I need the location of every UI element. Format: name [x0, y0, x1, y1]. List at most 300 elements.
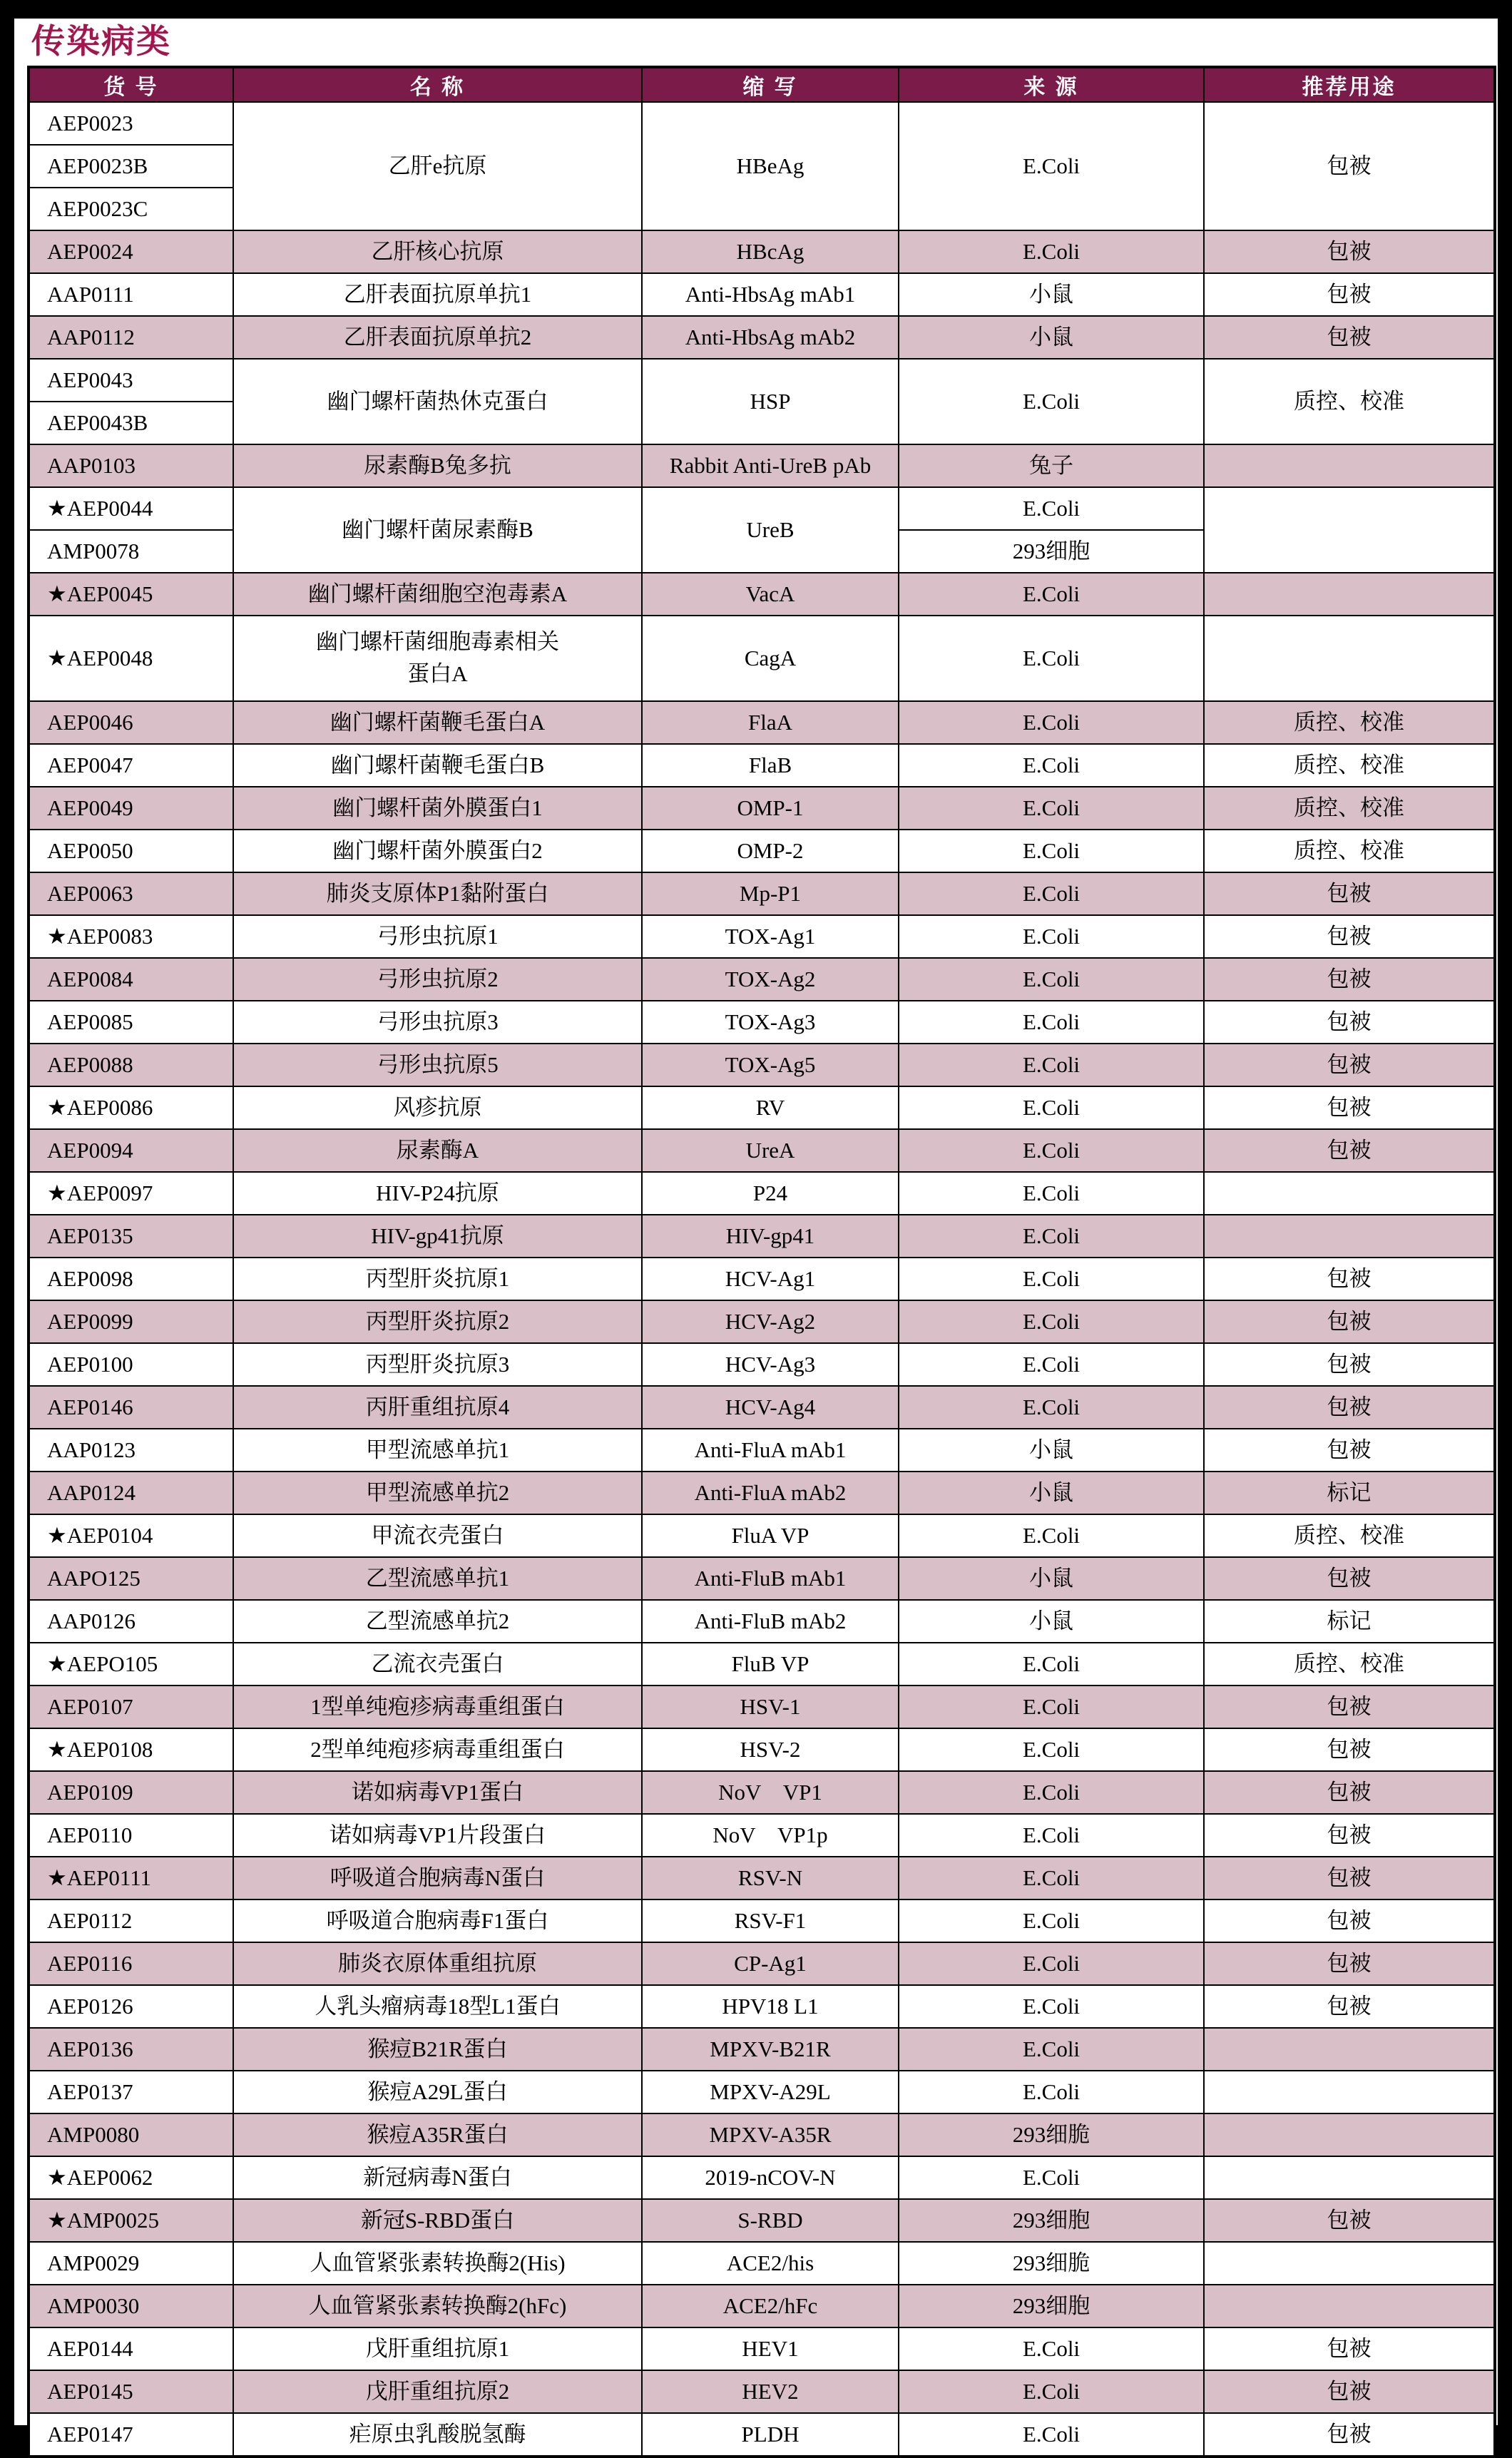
- source-cell: 293细脆: [899, 2113, 1204, 2156]
- code-cell: AMP0078: [29, 530, 233, 573]
- table-row: [29, 573, 1495, 616]
- code-cell: ★AEPO105: [29, 1643, 233, 1686]
- abbr-cell: Anti-FluB mAb2: [642, 1600, 899, 1643]
- code-cell: AEP0063: [29, 872, 233, 915]
- source-cell: E.Coli: [899, 2071, 1204, 2113]
- name-cell: 幽门螺杆菌外膜蛋白1: [233, 787, 642, 830]
- code-cell: ★AEP0108: [29, 1728, 233, 1771]
- name-cell: 2型单纯疱疹病毒重组蛋白: [233, 1728, 642, 1771]
- code-cell: AEP0088: [29, 1044, 233, 1086]
- code-cell: AAP0124: [29, 1472, 233, 1514]
- source-cell: E.Coli: [899, 1086, 1204, 1129]
- source-cell: E.Coli: [899, 2413, 1204, 2457]
- code-cell: AAP0103: [29, 444, 233, 487]
- name-cell: 风疹抗原: [233, 1086, 642, 1129]
- name-cell: 丙肝重组抗原4: [233, 1386, 642, 1429]
- code-cell: AMP0029: [29, 2242, 233, 2285]
- table-row: [29, 273, 1495, 316]
- source-cell: E.Coli: [899, 1001, 1204, 1044]
- source-cell: E.Coli: [899, 1771, 1204, 1814]
- abbr-cell: NoV VP1: [642, 1771, 899, 1814]
- table-row: [29, 359, 1495, 402]
- source-cell: E.Coli: [899, 1044, 1204, 1086]
- name-cell: 疟原虫乳酸脱氢酶: [233, 2413, 642, 2457]
- use-cell: 包被: [1204, 958, 1495, 1001]
- code-cell: ★AEP0104: [29, 1514, 233, 1557]
- use-cell: 标记: [1204, 1472, 1495, 1514]
- source-cell: E.Coli: [899, 1215, 1204, 1258]
- source-cell: E.Coli: [899, 1686, 1204, 1728]
- name-cell: 人血管紧张素转换酶2(hFc): [233, 2285, 642, 2327]
- table-row: [29, 1643, 1495, 1686]
- table-row: [29, 1044, 1495, 1086]
- source-cell: 小鼠: [899, 1600, 1204, 1643]
- code-cell: ★AEP0062: [29, 2156, 233, 2199]
- name-cell: 尿素酶B兔多抗: [233, 444, 642, 487]
- code-cell: ★AEP0083: [29, 915, 233, 958]
- use-cell: 包被: [1204, 1044, 1495, 1086]
- code-cell: AEP0099: [29, 1300, 233, 1343]
- table-row: [29, 1001, 1495, 1044]
- code-cell: AAPO125: [29, 1557, 233, 1600]
- abbr-cell: Anti-FluA mAb2: [642, 1472, 899, 1514]
- code-cell: AAP0112: [29, 316, 233, 359]
- table-row: [29, 2242, 1495, 2285]
- code-cell: AEP0144: [29, 2327, 233, 2370]
- use-cell: [1204, 2242, 1495, 2285]
- name-cell: 猴痘A35R蛋白: [233, 2113, 642, 2156]
- table-row: [29, 872, 1495, 915]
- code-cell: AEP0046: [29, 701, 233, 744]
- use-cell: 包被: [1204, 1942, 1495, 1985]
- name-cell: 尿素酶A: [233, 1129, 642, 1172]
- name-cell: 幽门螺杆菌热休克蛋白: [233, 359, 642, 444]
- name-cell: 弓形虫抗原3: [233, 1001, 642, 1044]
- source-cell: E.Coli: [899, 2327, 1204, 2370]
- use-cell: 标记: [1204, 1600, 1495, 1643]
- code-cell: AAP0123: [29, 1429, 233, 1472]
- code-cell: AEP0023C: [29, 188, 233, 230]
- table-row: [29, 1814, 1495, 1857]
- table-row: [29, 2028, 1495, 2071]
- table-row: [29, 2370, 1495, 2413]
- use-cell: 质控、校准: [1204, 744, 1495, 787]
- source-cell: E.Coli: [899, 2370, 1204, 2413]
- use-cell: 包被: [1204, 1086, 1495, 1129]
- code-cell: AEP0110: [29, 1814, 233, 1857]
- source-cell: 小鼠: [899, 316, 1204, 359]
- use-cell: 包被: [1204, 2327, 1495, 2370]
- use-cell: 包被: [1204, 1429, 1495, 1472]
- abbr-cell: P24: [642, 1172, 899, 1215]
- name-cell: 弓形虫抗原5: [233, 1044, 642, 1086]
- use-cell: 包被: [1204, 2199, 1495, 2242]
- use-cell: 包被: [1204, 2370, 1495, 2413]
- use-cell: [1204, 2028, 1495, 2071]
- code-cell: AEP0107: [29, 1686, 233, 1728]
- use-cell: [1204, 487, 1495, 573]
- code-cell: ★AMP0025: [29, 2199, 233, 2242]
- code-cell: AEP0145: [29, 2370, 233, 2413]
- use-cell: 包被: [1204, 1899, 1495, 1942]
- abbr-cell: HCV-Ag2: [642, 1300, 899, 1343]
- use-cell: [1204, 2071, 1495, 2113]
- source-cell: E.Coli: [899, 102, 1204, 230]
- source-cell: 293细胞: [899, 2199, 1204, 2242]
- table-row: [29, 1258, 1495, 1300]
- abbr-cell: RSV-N: [642, 1857, 899, 1899]
- page-title: 传染病类: [31, 22, 171, 60]
- abbr-cell: TOX-Ag2: [642, 958, 899, 1001]
- source-cell: E.Coli: [899, 1300, 1204, 1343]
- code-cell: ★AEP0048: [29, 616, 233, 701]
- table-row: [29, 444, 1495, 487]
- abbr-cell: HEV1: [642, 2327, 899, 2370]
- abbr-cell: UreA: [642, 1129, 899, 1172]
- header-cell-use: 推荐用途: [1204, 67, 1495, 102]
- abbr-cell: Anti-HbsAg mAb1: [642, 273, 899, 316]
- abbr-cell: S-RBD: [642, 2199, 899, 2242]
- use-cell: 包被: [1204, 1814, 1495, 1857]
- table-row: [29, 2071, 1495, 2113]
- source-cell: E.Coli: [899, 744, 1204, 787]
- table-row: [29, 1129, 1495, 1172]
- name-cell: 甲流衣壳蛋白: [233, 1514, 642, 1557]
- abbr-cell: HBcAg: [642, 230, 899, 273]
- name-cell: 弓形虫抗原1: [233, 915, 642, 958]
- code-cell: ★AEP0045: [29, 573, 233, 616]
- name-cell: 戊肝重组抗原1: [233, 2327, 642, 2370]
- code-cell: AMP0080: [29, 2113, 233, 2156]
- table-row: [29, 1899, 1495, 1942]
- source-cell: E.Coli: [899, 1942, 1204, 1985]
- name-cell: 呼吸道合胞病毒N蛋白: [233, 1857, 642, 1899]
- name-cell: 幽门螺杆菌外膜蛋白2: [233, 830, 642, 872]
- abbr-cell: VacA: [642, 573, 899, 616]
- source-cell: E.Coli: [899, 1258, 1204, 1300]
- source-cell: E.Coli: [899, 487, 1204, 530]
- use-cell: [1204, 1215, 1495, 1258]
- abbr-cell: HSV-2: [642, 1728, 899, 1771]
- code-cell: AEP0098: [29, 1258, 233, 1300]
- table-row: [29, 1771, 1495, 1814]
- use-cell: 包被: [1204, 1001, 1495, 1044]
- table-row: [29, 2113, 1495, 2156]
- name-cell: 丙型肝炎抗原3: [233, 1343, 642, 1386]
- table-row: [29, 2199, 1495, 2242]
- source-cell: E.Coli: [899, 1172, 1204, 1215]
- table-row: [29, 915, 1495, 958]
- table-row: [29, 1343, 1495, 1386]
- abbr-cell: ACE2/hFc: [642, 2285, 899, 2327]
- table-row: [29, 1429, 1495, 1472]
- abbr-cell: MPXV-A29L: [642, 2071, 899, 2113]
- use-cell: 包被: [1204, 1343, 1495, 1386]
- abbr-cell: HEV2: [642, 2370, 899, 2413]
- name-cell: 猴痘B21R蛋白: [233, 2028, 642, 2071]
- name-cell: 幽门螺杆菌细胞空泡毒素A: [233, 573, 642, 616]
- code-cell: AAP0111: [29, 273, 233, 316]
- table-row: [29, 1172, 1495, 1215]
- code-cell: ★AEP0111: [29, 1857, 233, 1899]
- use-cell: 包被: [1204, 1557, 1495, 1600]
- table-row: [29, 1386, 1495, 1429]
- abbr-cell: FluB VP: [642, 1643, 899, 1686]
- name-cell: 乙肝表面抗原单抗2: [233, 316, 642, 359]
- table-row: [29, 744, 1495, 787]
- name-cell: HIV-gp41抗原: [233, 1215, 642, 1258]
- source-cell: E.Coli: [899, 1514, 1204, 1557]
- use-cell: 包被: [1204, 1386, 1495, 1429]
- abbr-cell: FlaB: [642, 744, 899, 787]
- table-row: [29, 830, 1495, 872]
- use-cell: [1204, 444, 1495, 487]
- code-cell: AEP0084: [29, 958, 233, 1001]
- code-cell: AEP0024: [29, 230, 233, 273]
- name-cell: 呼吸道合胞病毒F1蛋白: [233, 1899, 642, 1942]
- source-cell: E.Coli: [899, 230, 1204, 273]
- abbr-cell: OMP-2: [642, 830, 899, 872]
- table-row: [29, 2156, 1495, 2199]
- name-cell: 肺炎衣原体重组抗原: [233, 1942, 642, 1985]
- table-row: [29, 1215, 1495, 1258]
- page-background: [14, 19, 1498, 2447]
- abbr-cell: CagA: [642, 616, 899, 701]
- name-cell: 猴痘A29L蛋白: [233, 2071, 642, 2113]
- name-cell: 新冠病毒N蛋白: [233, 2156, 642, 2199]
- use-cell: 包被: [1204, 1857, 1495, 1899]
- source-cell: 小鼠: [899, 1472, 1204, 1514]
- table-row: [29, 958, 1495, 1001]
- abbr-cell: FluA VP: [642, 1514, 899, 1557]
- abbr-cell: HSP: [642, 359, 899, 444]
- source-cell: 293细脆: [899, 2242, 1204, 2285]
- table-row: [29, 1514, 1495, 1557]
- abbr-cell: HBeAg: [642, 102, 899, 230]
- use-cell: 质控、校准: [1204, 830, 1495, 872]
- table-row: [29, 1857, 1495, 1899]
- abbr-cell: MPXV-A35R: [642, 2113, 899, 2156]
- table-header-row: [29, 67, 1495, 102]
- code-cell: AAP0126: [29, 1600, 233, 1643]
- table-row: [29, 1600, 1495, 1643]
- code-cell: AEP0135: [29, 1215, 233, 1258]
- abbr-cell: HSV-1: [642, 1686, 899, 1728]
- use-cell: 质控、校准: [1204, 701, 1495, 744]
- table-row: [29, 1300, 1495, 1343]
- source-cell: E.Coli: [899, 2156, 1204, 2199]
- code-cell: AEP0109: [29, 1771, 233, 1814]
- code-cell: AEP0146: [29, 1386, 233, 1429]
- abbr-cell: TOX-Ag1: [642, 915, 899, 958]
- source-cell: 小鼠: [899, 1557, 1204, 1600]
- table-row: [29, 1557, 1495, 1600]
- use-cell: [1204, 2113, 1495, 2156]
- code-cell: AEP0112: [29, 1899, 233, 1942]
- code-cell: AEP0047: [29, 744, 233, 787]
- code-cell: AEP0049: [29, 787, 233, 830]
- header-cell-name: 名 称: [233, 67, 642, 102]
- code-cell: AEP0137: [29, 2071, 233, 2113]
- name-cell: 乙肝表面抗原单抗1: [233, 273, 642, 316]
- use-cell: 质控、校准: [1204, 1514, 1495, 1557]
- table-row: [29, 2327, 1495, 2370]
- table-row: [29, 2285, 1495, 2327]
- use-cell: 包被: [1204, 1258, 1495, 1300]
- source-cell: E.Coli: [899, 1728, 1204, 1771]
- use-cell: [1204, 2156, 1495, 2199]
- abbr-cell: ACE2/his: [642, 2242, 899, 2285]
- abbr-cell: HCV-Ag4: [642, 1386, 899, 1429]
- code-cell: ★AEP0097: [29, 1172, 233, 1215]
- name-cell: 甲型流感单抗1: [233, 1429, 642, 1472]
- name-cell: 人乳头瘤病毒18型L1蛋白: [233, 1985, 642, 2028]
- abbr-cell: MPXV-B21R: [642, 2028, 899, 2071]
- source-cell: E.Coli: [899, 1899, 1204, 1942]
- source-cell: E.Coli: [899, 1343, 1204, 1386]
- use-cell: 质控、校准: [1204, 1643, 1495, 1686]
- table-row: [29, 616, 1495, 701]
- code-cell: AMP0030: [29, 2285, 233, 2327]
- use-cell: 包被: [1204, 915, 1495, 958]
- source-cell: E.Coli: [899, 2028, 1204, 2071]
- use-cell: 包被: [1204, 273, 1495, 316]
- code-cell: AEP0043: [29, 359, 233, 402]
- table-row: [29, 487, 1495, 530]
- name-cell: 幽门螺杆菌鞭毛蛋白B: [233, 744, 642, 787]
- use-cell: [1204, 2285, 1495, 2327]
- table-row: [29, 1985, 1495, 2028]
- code-cell: AEP0100: [29, 1343, 233, 1386]
- table-row: [29, 787, 1495, 830]
- table-row: [29, 1086, 1495, 1129]
- code-cell: AEP0136: [29, 2028, 233, 2071]
- table-row: [29, 1686, 1495, 1728]
- use-cell: 包被: [1204, 2413, 1495, 2457]
- abbr-cell: PLDH: [642, 2413, 899, 2457]
- use-cell: 包被: [1204, 872, 1495, 915]
- name-cell: 幽门螺杆菌鞭毛蛋白A: [233, 701, 642, 744]
- source-cell: E.Coli: [899, 359, 1204, 444]
- source-cell: E.Coli: [899, 958, 1204, 1001]
- name-cell: 幽门螺杆菌细胞毒素相关 蛋白A: [233, 616, 642, 701]
- abbr-cell: TOX-Ag5: [642, 1044, 899, 1086]
- table-row: [29, 102, 1495, 145]
- name-cell: 幽门螺杆菌尿素酶B: [233, 487, 642, 573]
- source-cell: 小鼠: [899, 1429, 1204, 1472]
- source-cell: E.Coli: [899, 787, 1204, 830]
- name-cell: 乙流衣壳蛋白: [233, 1643, 642, 1686]
- name-cell: HIV-P24抗原: [233, 1172, 642, 1215]
- use-cell: 包被: [1204, 1129, 1495, 1172]
- source-cell: E.Coli: [899, 1857, 1204, 1899]
- abbr-cell: NoV VP1p: [642, 1814, 899, 1857]
- abbr-cell: RSV-F1: [642, 1899, 899, 1942]
- abbr-cell: UreB: [642, 487, 899, 573]
- header-cell-code: 货 号: [29, 67, 233, 102]
- source-cell: E.Coli: [899, 1814, 1204, 1857]
- use-cell: 质控、校准: [1204, 359, 1495, 444]
- abbr-cell: Rabbit Anti-UreB pAb: [642, 444, 899, 487]
- products-table: [27, 66, 1496, 2458]
- abbr-cell: OMP-1: [642, 787, 899, 830]
- name-cell: 诺如病毒VP1片段蛋白: [233, 1814, 642, 1857]
- name-cell: 乙肝核心抗原: [233, 230, 642, 273]
- use-cell: 包被: [1204, 102, 1495, 230]
- name-cell: 新冠S-RBD蛋白: [233, 2199, 642, 2242]
- name-cell: 诺如病毒VP1蛋白: [233, 1771, 642, 1814]
- table-row: [29, 701, 1495, 744]
- name-cell: 人血管紧张素转换酶2(His): [233, 2242, 642, 2285]
- use-cell: [1204, 573, 1495, 616]
- source-cell: E.Coli: [899, 616, 1204, 701]
- use-cell: [1204, 1172, 1495, 1215]
- header-cell-abbr: 缩 写: [642, 67, 899, 102]
- source-cell: E.Coli: [899, 915, 1204, 958]
- abbr-cell: Anti-FluA mAb1: [642, 1429, 899, 1472]
- code-cell: AEP0043B: [29, 402, 233, 444]
- table-row: [29, 2413, 1495, 2457]
- code-cell: AEP0094: [29, 1129, 233, 1172]
- use-cell: 包被: [1204, 230, 1495, 273]
- source-cell: 293细胞: [899, 530, 1204, 573]
- abbr-cell: TOX-Ag3: [642, 1001, 899, 1044]
- table-row: [29, 230, 1495, 273]
- code-cell: AEP0147: [29, 2413, 233, 2457]
- name-cell: 乙型流感单抗1: [233, 1557, 642, 1600]
- name-cell: 乙肝e抗原: [233, 102, 642, 230]
- abbr-cell: HPV18 L1: [642, 1985, 899, 2028]
- use-cell: 包被: [1204, 1985, 1495, 2028]
- abbr-cell: HIV-gp41: [642, 1215, 899, 1258]
- code-cell: AEP0050: [29, 830, 233, 872]
- source-cell: 小鼠: [899, 273, 1204, 316]
- code-cell: ★AEP0044: [29, 487, 233, 530]
- abbr-cell: HCV-Ag1: [642, 1258, 899, 1300]
- code-cell: ★AEP0086: [29, 1086, 233, 1129]
- name-cell: 丙型肝炎抗原1: [233, 1258, 642, 1300]
- code-cell: AEP0126: [29, 1985, 233, 2028]
- abbr-cell: Anti-FluB mAb1: [642, 1557, 899, 1600]
- abbr-cell: Mp-P1: [642, 872, 899, 915]
- source-cell: 293细胞: [899, 2285, 1204, 2327]
- code-cell: AEP0116: [29, 1942, 233, 1985]
- name-cell: 甲型流感单抗2: [233, 1472, 642, 1514]
- use-cell: [1204, 616, 1495, 701]
- table-row: [29, 1942, 1495, 1985]
- name-cell: 乙型流感单抗2: [233, 1600, 642, 1643]
- use-cell: 包被: [1204, 1300, 1495, 1343]
- source-cell: E.Coli: [899, 830, 1204, 872]
- abbr-cell: 2019-nCOV-N: [642, 2156, 899, 2199]
- source-cell: E.Coli: [899, 1129, 1204, 1172]
- abbr-cell: RV: [642, 1086, 899, 1129]
- code-cell: AEP0085: [29, 1001, 233, 1044]
- use-cell: 质控、校准: [1204, 787, 1495, 830]
- code-cell: AEP0023: [29, 102, 233, 145]
- abbr-cell: CP-Ag1: [642, 1942, 899, 1985]
- table-row: [29, 316, 1495, 359]
- source-cell: E.Coli: [899, 1643, 1204, 1686]
- table-row: [29, 1472, 1495, 1514]
- header-cell-source: 来 源: [899, 67, 1204, 102]
- name-cell: 戊肝重组抗原2: [233, 2370, 642, 2413]
- use-cell: 包被: [1204, 1686, 1495, 1728]
- source-cell: E.Coli: [899, 573, 1204, 616]
- name-cell: 弓形虫抗原2: [233, 958, 642, 1001]
- abbr-cell: HCV-Ag3: [642, 1343, 899, 1386]
- abbr-cell: FlaA: [642, 701, 899, 744]
